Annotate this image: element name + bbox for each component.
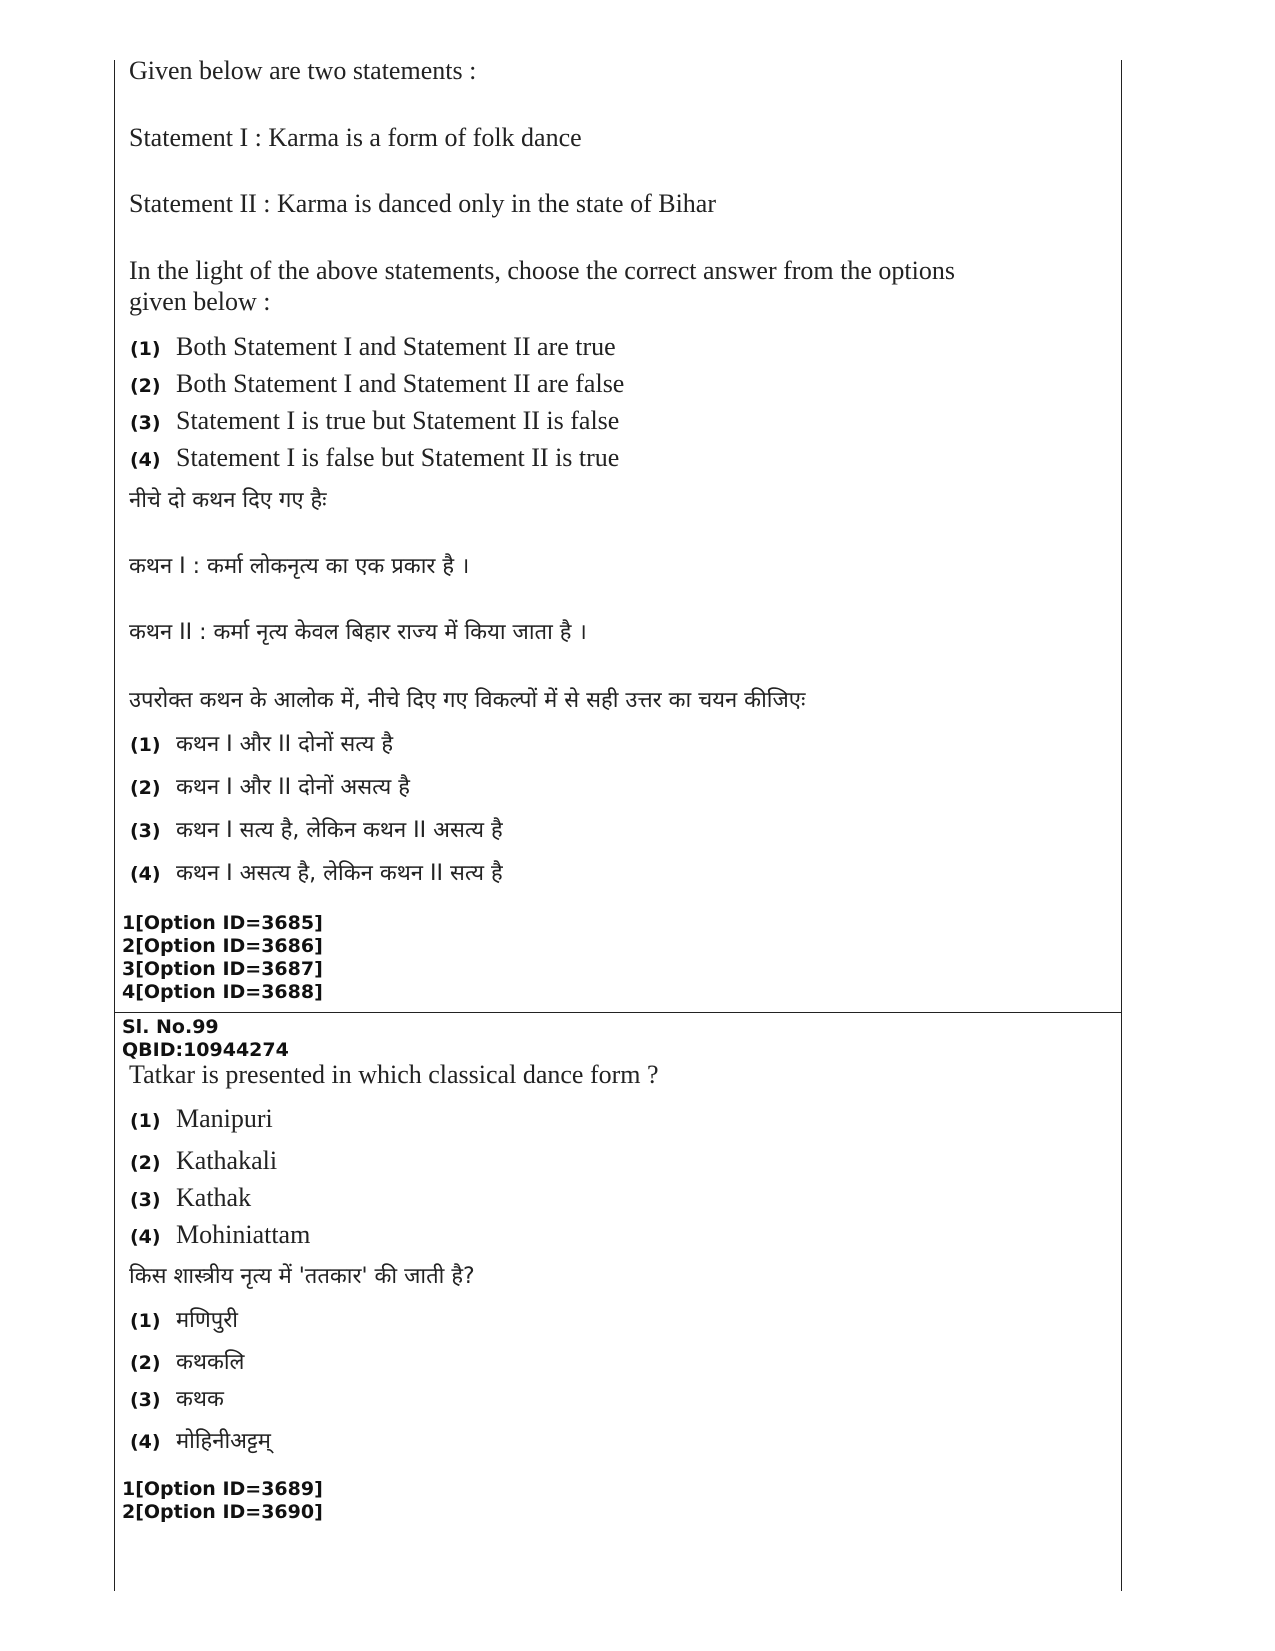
q99-option-2-hindi [130,1346,244,1376]
qbid: QBID:10944274 [122,1039,289,1061]
serial-number: Sl. No.99 [122,1016,219,1038]
q98-instruction-line-2: given below : [129,287,271,316]
q98-statement-1: Statement I : Karma is a form of folk dance [129,123,582,152]
q98-option-ids [122,912,323,1004]
option-number: (3) [130,412,161,434]
option-number: (3) [130,1189,161,1211]
option-number: (1) [130,734,161,756]
q99-option-3-hindi [130,1383,224,1413]
option-text: Statement I is true but Statement II is false [176,406,620,435]
option-id: 4[Option ID=3688] [122,981,323,1003]
q98-instruction-line-1: In the light of the above statements, choose the correct answer from the options [129,256,955,285]
q99-question-hindi: किस शास्त्रीय नृत्य में 'ततकार' की जाती है? [129,1264,475,1289]
option-text: Both Statement I and Statement II are true [176,332,616,361]
q99-option-3 [130,1183,251,1213]
q99-option-ids [122,1478,323,1524]
q98-option-2 [130,369,624,399]
option-number: (4) [130,863,161,885]
option-id: 3[Option ID=3687] [122,958,323,980]
q99-header [122,1016,289,1062]
option-text: मोहिनीअट्टम् [176,1429,271,1454]
option-number: (2) [130,1352,161,1374]
option-text: मणिपुरी [176,1308,238,1333]
q98-statement-2-hindi: कथन II : कर्मा नृत्य केवल बिहार राज्य में किया जाता है । [129,620,587,645]
option-number: (1) [130,338,161,360]
q98-intro-hindi: नीचे दो कथन दिए गए हैः [129,488,327,513]
option-text: Kathakali [176,1146,278,1175]
option-text: कथन I और II दोनों सत्य है [176,732,394,757]
option-text: Mohiniattam [176,1220,311,1249]
q98-option-1 [130,332,616,362]
q99-option-1 [130,1104,273,1134]
option-text: कथन I असत्य है, लेकिन कथन II सत्य है [176,861,503,886]
q98-instruction-hindi: उपरोक्त कथन के आलोक में, नीचे दिए गए विकल्पों में से सही उत्तर का चयन कीजिएः [129,688,806,713]
q98-option-4-hindi [130,857,503,887]
option-text: Statement I is false but Statement II is true [176,443,620,472]
option-text: कथक [176,1387,224,1412]
q99-option-1-hindi [130,1304,238,1334]
option-text: Kathak [176,1183,252,1212]
option-text: कथकलि [176,1350,245,1375]
option-id: 1[Option ID=3685] [122,912,323,934]
q98-option-3 [130,406,619,436]
option-number: (4) [130,1431,161,1453]
option-id: 1[Option ID=3689] [122,1478,323,1500]
option-text: Manipuri [176,1104,273,1133]
q98-option-4 [130,443,619,473]
question-divider [114,1012,1121,1013]
option-number: (4) [130,449,161,471]
q98-statement-1-hindi: कथन I : कर्मा लोकनृत्य का एक प्रकार है । [129,554,470,579]
option-number: (1) [130,1310,161,1332]
option-id: 2[Option ID=3690] [122,1501,323,1523]
option-text: Both Statement I and Statement II are false [176,369,625,398]
option-text: कथन I सत्य है, लेकिन कथन II असत्य है [176,818,503,843]
q98-option-3-hindi [130,814,503,844]
option-number: (1) [130,1110,161,1132]
q98-statement-2: Statement II : Karma is danced only in the state of Bihar [129,189,716,218]
q98-intro: Given below are two statements : [129,56,477,85]
q98-option-1-hindi [130,728,393,758]
option-number: (3) [130,1389,161,1411]
option-number: (2) [130,777,161,799]
q99-question: Tatkar is presented in which classical dance form ? [129,1060,659,1089]
q99-option-4-hindi [130,1425,271,1455]
option-number: (2) [130,1152,161,1174]
q99-option-4 [130,1220,310,1250]
option-number: (3) [130,820,161,842]
option-text: कथन I और II दोनों असत्य है [176,775,410,800]
q99-option-2 [130,1146,277,1176]
option-id: 2[Option ID=3686] [122,935,323,957]
q98-option-2-hindi [130,771,410,801]
option-number: (4) [130,1226,161,1248]
option-number: (2) [130,375,161,397]
